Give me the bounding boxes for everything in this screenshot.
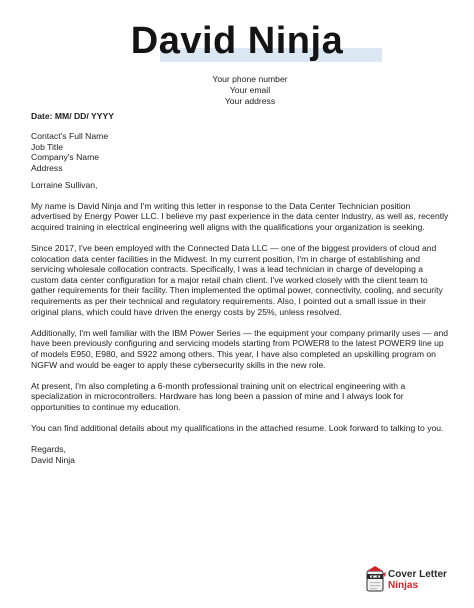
recipient-company: Company's Name: [31, 152, 100, 163]
paragraph-experience: Since 2017, I've been employed with the Connected Data LLC — one of the biggest providers of cloud and colocation data center facilities in the Midwest. In my current position, I'm in charge of establishing and servicing wholesale collocation contracts. Specifically, I was a lead technician in charge of developing a custom data center configuration for a major retail chain client. I've worked closely with the client team to gather requirements for their facility. Then implemented the optimal power, connectivity, cooling, and security requirements as per their technical and regulatory requirements. Also, I pointed out a small issue in their original plans, which could have driven the energy costs by 25%, unless resolved.: [31, 242, 443, 317]
paragraph-training: At present, I'm also completing a 6-month professional training unit on electrical engineering with a specialization in microcontrollers. Hardware has long been a passion of mine and I always look for opportunities to continue my education.: [31, 380, 406, 412]
sign-off: [31, 444, 449, 465]
recipient-name: Contact's Full Name: [31, 131, 109, 141]
logo-text: [388, 569, 447, 591]
recipient-block: [31, 131, 108, 173]
salutation: Lorraine Sullivan,: [31, 180, 98, 190]
contact-email: Your email: [229, 85, 271, 95]
paragraph-skills: Additionally, I'm well familiar with the IBM Power Series — the equipment your company primarily uses — and have been previously configuring and servicing models starting from POWER8 to the latest POWER9 line up of models E950, E980, and S922 among others. This year, I have also completed an upskilling program on NGFW and would be eager to apply these cybersecurity skills in the new role.: [31, 327, 449, 370]
ninja-mascot-icon: [364, 565, 386, 593]
paragraph-intro: My name is David Ninja and I'm writing this letter in response to the Data Center Technician position advertised by Energy Power LLC. I believe my past experience in the data center industry, as well as, recently acquired training in electrical engineering well aligns with the qualifications your organization is seeking.: [31, 200, 449, 232]
cover-letter-ninjas-logo: [364, 565, 464, 597]
letter-date: Date: MM/ DD/ YYYY: [31, 111, 114, 121]
contact-phone: Your phone number: [212, 74, 288, 84]
closing-phrase: Regards,: [31, 444, 66, 455]
logo-line-2: Ninjas: [388, 580, 419, 591]
paragraph-closing: You can find additional details about my qualifications in the attached resume. Look forward to talking to you.: [31, 423, 444, 434]
recipient-address: Address: [31, 162, 63, 173]
contact-block: [160, 74, 340, 107]
letter-header: [0, 18, 474, 68]
applicant-name: David Ninja: [130, 20, 344, 62]
recipient-job-title: Job Title: [31, 141, 64, 152]
letter-body: [31, 180, 449, 465]
signature-name: David Ninja: [31, 454, 75, 465]
logo-line-1: Cover Letter: [388, 569, 447, 580]
contact-address: Your address: [224, 96, 276, 106]
